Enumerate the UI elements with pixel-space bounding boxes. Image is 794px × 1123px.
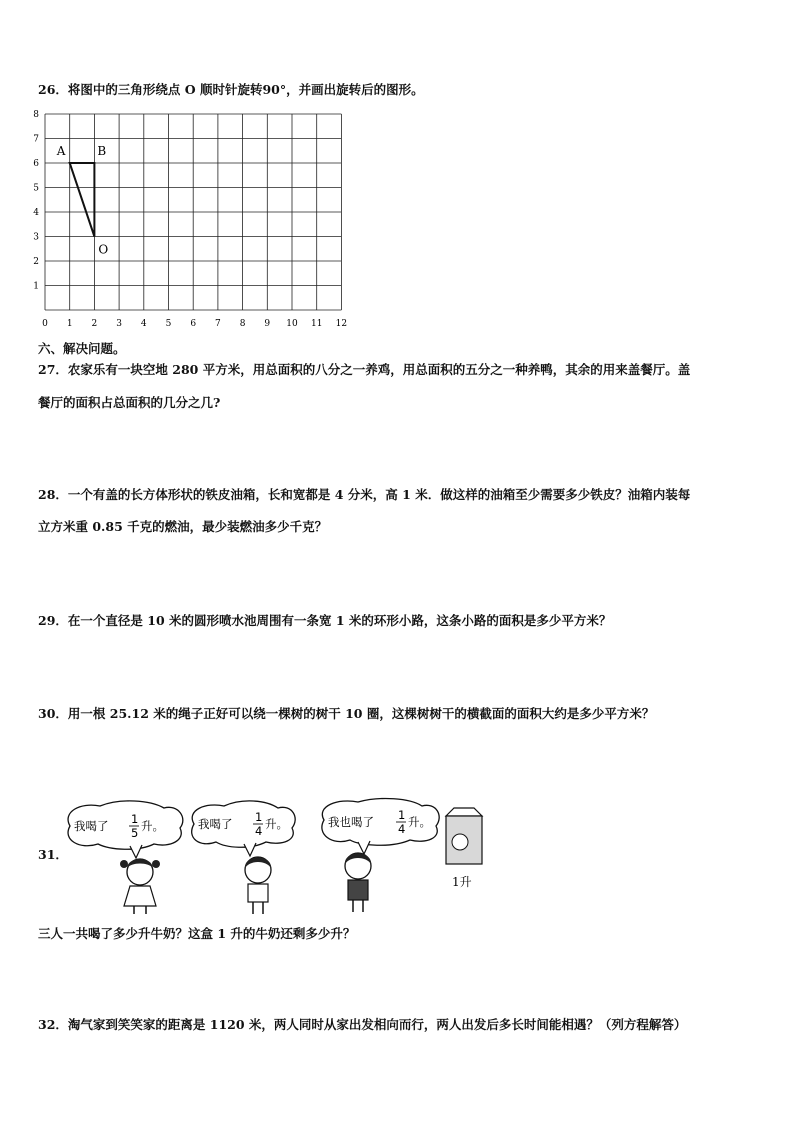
coordinate-grid xyxy=(34,112,364,334)
y-tick-label: 3 xyxy=(33,232,39,243)
question-28-line1: 28．一个有盖的长方体形状的铁皮油箱，长和宽都是 4 分米，高 1 米．做这样的油箱至少需要多少铁皮？油箱内装每 xyxy=(38,487,691,502)
speech-bubble-3 xyxy=(322,799,439,854)
question-32-text: 32．淘气家到笑笑家的距离是 1120 米，两人同时从家出发相向而行，两人出发后多长时间能相遇？（列方程解答） xyxy=(38,1017,687,1032)
y-tick-label: 1 xyxy=(33,281,39,292)
bubble-2-suffix: 升。 xyxy=(265,817,288,831)
x-tick-label: 12 xyxy=(335,319,348,329)
section-heading: 六、解决问题。 xyxy=(38,341,126,356)
point-a-label: A xyxy=(56,144,66,158)
question-31-text: 三人一共喝了多少升牛奶？这盒 1 升的牛奶还剩多少升？ xyxy=(38,926,356,941)
bubble-2-denominator: 4 xyxy=(255,824,263,838)
boy-figure-1 xyxy=(245,857,271,914)
girl-figure xyxy=(120,859,160,914)
y-tick-label: 5 xyxy=(33,183,39,194)
question-27-line1: 27．农家乐有一块空地 280 平方米，用总面积的八分之一养鸡，用总面积的五分之一种养鸭，其余的用来盖餐厅。盖 xyxy=(38,362,691,377)
x-tick-label: 7 xyxy=(215,319,221,329)
x-tick-label: 10 xyxy=(286,319,298,329)
y-tick-label: 4 xyxy=(33,208,39,218)
boy-figure-2 xyxy=(345,853,371,912)
x-tick-label: 3 xyxy=(116,319,122,329)
grid-lines xyxy=(45,114,341,310)
bubble-3-numerator: 1 xyxy=(398,808,406,822)
y-tick-label: 2 xyxy=(33,257,39,267)
bubble-1-numerator: 1 xyxy=(131,812,139,826)
bubble-1-prefix: 我喝了 xyxy=(74,819,109,833)
question-28-line2: 立方米重 0.85 千克的燃油，最少装燃油多少千克？ xyxy=(38,519,328,534)
question-27-line2: 餐厅的面积占总面积的几分之几? xyxy=(38,395,221,410)
question-31-number: 31． xyxy=(38,847,68,862)
y-tick-label: 7 xyxy=(33,134,39,145)
bubble-1-suffix: 升。 xyxy=(141,819,164,833)
x-tick-label: 8 xyxy=(239,319,246,329)
x-tick-label: 1 xyxy=(66,319,73,329)
speech-bubble-1 xyxy=(68,801,183,858)
bubble-3-prefix: 我也喝了 xyxy=(328,815,374,829)
triangle-aob xyxy=(70,163,95,237)
x-tick-label: 0 xyxy=(42,319,48,329)
y-tick-label: 8 xyxy=(33,110,39,120)
x-tick-label: 4 xyxy=(140,319,147,329)
x-tick-label: 11 xyxy=(310,319,323,329)
bubble-2-prefix: 我喝了 xyxy=(198,817,233,831)
bubble-3-denominator: 4 xyxy=(398,822,406,836)
x-tick-label: 5 xyxy=(165,319,172,329)
x-tick-label: 2 xyxy=(91,319,98,329)
bubble-3-suffix: 升。 xyxy=(408,815,431,829)
milk-illustration xyxy=(60,798,500,916)
speech-bubble-2 xyxy=(192,801,295,856)
question-30-text: 30．用一根 25.12 米的绳子正好可以绕一棵树的树干 10 圈，这棵树树干的横截面的面积大约是多少平方米？ xyxy=(38,706,655,721)
point-b-label: B xyxy=(97,144,107,158)
bubble-2-numerator: 1 xyxy=(255,810,263,824)
x-tick-label: 9 xyxy=(264,319,271,329)
milk-carton-icon xyxy=(446,808,482,889)
y-axis-ticks xyxy=(33,110,39,292)
x-axis-ticks xyxy=(42,319,347,329)
carton-label: 1升 xyxy=(452,875,472,889)
bubble-1-denominator: 5 xyxy=(131,826,139,840)
x-tick-label: 6 xyxy=(190,319,197,329)
y-tick-label: 6 xyxy=(33,159,39,169)
question-29-text: 29．在一个直径是 10 米的圆形喷水池周围有一条宽 1 米的环形小路，这条小路的面积是多少平方米？ xyxy=(38,613,612,628)
point-o-label: O xyxy=(98,242,109,257)
question-26-text: 26．将图中的三角形绕点 O 顺时针旋转90°，并画出旋转后的图形。 xyxy=(38,82,424,97)
